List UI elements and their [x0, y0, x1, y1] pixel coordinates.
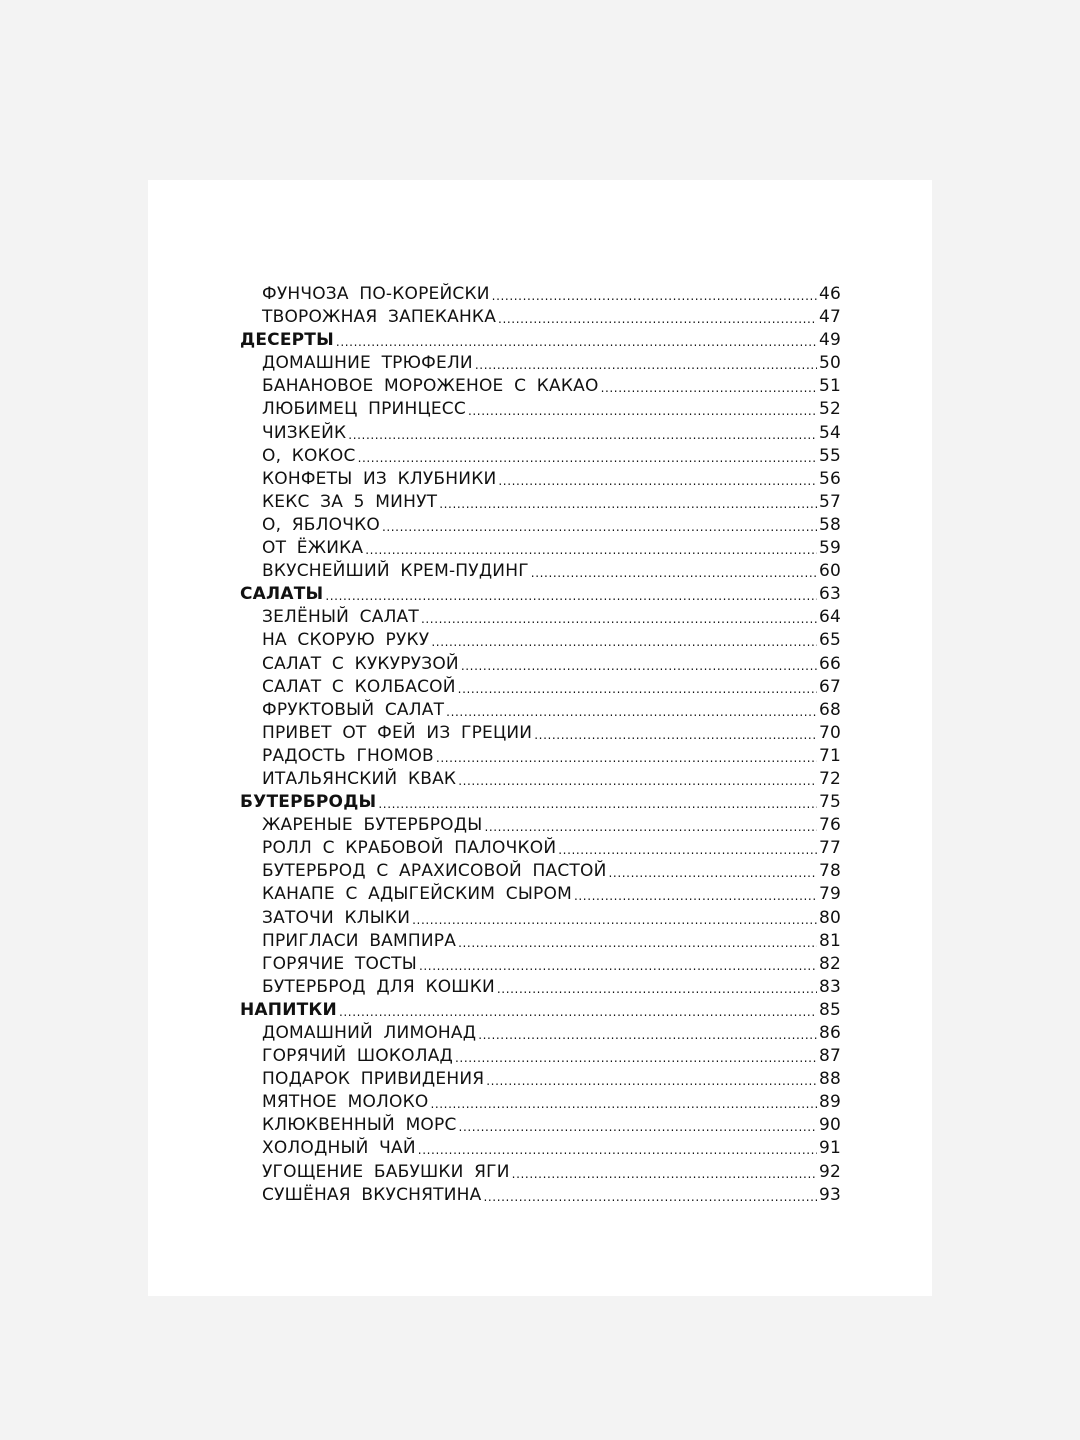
- toc-entry: [240, 722, 841, 745]
- dot-leader: [484, 815, 817, 839]
- dot-leader: [418, 1138, 817, 1162]
- toc-title: МЯТНОЕ МОЛОКО: [262, 1092, 429, 1113]
- toc-entry: [240, 491, 841, 514]
- toc-title: БАНАНОВОЕ МОРОЖЕНОЕ С КАКАО: [262, 376, 599, 397]
- toc-page-number: 75: [818, 792, 841, 813]
- toc-entry: [240, 306, 841, 329]
- dot-leader: [430, 1092, 817, 1116]
- dot-leader: [498, 307, 817, 331]
- toc-title: НА СКОРУЮ РУКУ: [262, 630, 430, 651]
- toc-title: ХОЛОДНЫЙ ЧАЙ: [262, 1138, 416, 1159]
- toc-title: ФУНЧОЗА ПО-КОРЕЙСКИ: [262, 284, 490, 304]
- toc-title: ПРИВЕТ ОТ ФЕЙ ИЗ ГРЕЦИИ: [262, 722, 533, 743]
- toc-title: БУТЕРБРОД ДЛЯ КОШКИ: [262, 976, 495, 997]
- toc-title: УГОЩЕНИЕ БАБУШКИ ЯГИ: [262, 1161, 510, 1182]
- toc-page-number: 59: [818, 538, 841, 559]
- toc-page-number: 76: [818, 815, 841, 836]
- dot-leader: [431, 630, 817, 654]
- toc-title: ЖАРЕНЫЕ БУТЕРБРОДЫ: [262, 815, 483, 836]
- toc-entry: [240, 1068, 841, 1091]
- toc-page-number: 65: [818, 630, 841, 651]
- table-of-contents: [240, 283, 841, 1207]
- dot-leader: [348, 423, 817, 447]
- toc-page-number: 72: [818, 768, 841, 789]
- toc-entry: [240, 1114, 841, 1137]
- toc-entry: [240, 560, 841, 583]
- toc-title: КЛЮКВЕННЫЙ МОРС: [262, 1115, 457, 1136]
- dot-leader: [336, 330, 817, 354]
- dot-leader: [446, 700, 817, 724]
- dot-leader: [461, 654, 817, 678]
- toc-page-number: 60: [818, 561, 841, 582]
- dot-leader: [365, 538, 817, 562]
- toc-page-number: 66: [818, 653, 841, 674]
- toc-title: ПРИГЛАСИ ВАМПИРА: [262, 930, 457, 951]
- dot-leader: [512, 1162, 817, 1186]
- toc-page-number: 49: [818, 330, 841, 351]
- toc-page-number: 52: [818, 399, 841, 420]
- toc-title: САЛАТ С КОЛБАСОЙ: [262, 676, 456, 697]
- toc-title: ГОРЯЧИЕ ТОСТЫ: [262, 953, 417, 974]
- toc-entry: [240, 768, 841, 791]
- dot-leader: [498, 469, 817, 493]
- toc-title: ФРУКТОВЫЙ САЛАТ: [262, 699, 445, 720]
- toc-page-number: 64: [818, 607, 841, 628]
- toc-entry: [240, 976, 841, 999]
- toc-title: О, ЯБЛОЧКО: [262, 514, 380, 535]
- toc-title: ЧИЗКЕЙК: [262, 422, 347, 443]
- toc-title: РАДОСТЬ ГНОМОВ: [262, 745, 434, 766]
- dot-leader: [497, 977, 817, 1001]
- dot-leader: [339, 1000, 817, 1024]
- toc-title: ЗАТОЧИ КЛЫКИ: [262, 907, 411, 928]
- dot-leader: [436, 746, 817, 770]
- dot-leader: [458, 931, 817, 955]
- toc-page-number: 47: [818, 307, 841, 328]
- toc-page-number: 86: [818, 1023, 841, 1043]
- toc-section: [240, 999, 841, 1022]
- toc-section: [240, 583, 841, 606]
- toc-page-number: 79: [818, 884, 841, 905]
- toc-entry: [240, 1137, 841, 1160]
- toc-page-number: 67: [818, 676, 841, 697]
- toc-entry: [240, 745, 841, 768]
- toc-page-number: 85: [818, 999, 841, 1020]
- toc-entry: [240, 606, 841, 629]
- toc-entry: [240, 352, 841, 375]
- toc-title: ЗЕЛЁНЫЙ САЛАТ: [262, 607, 419, 628]
- toc-entry: [240, 953, 841, 976]
- toc-entry: [240, 1045, 841, 1068]
- toc-title: КЕКС ЗА 5 МИНУТ: [262, 491, 438, 512]
- toc-page-number: 87: [818, 1046, 841, 1067]
- dot-leader: [439, 492, 817, 516]
- toc-entry: [240, 468, 841, 491]
- toc-page-number: 90: [818, 1115, 841, 1136]
- toc-title: ГОРЯЧИЙ ШОКОЛАД: [262, 1046, 454, 1067]
- toc-entry: [240, 1091, 841, 1114]
- toc-page-number: 55: [818, 445, 841, 466]
- toc-title: ИТАЛЬЯНСКИЙ КВАК: [262, 768, 457, 789]
- toc-title: ЛЮБИМЕЦ ПРИНЦЕСС: [262, 399, 466, 420]
- toc-page-number: 83: [818, 976, 841, 997]
- toc-page-number: 81: [818, 930, 841, 951]
- toc-title: ПОДАРОК ПРИВИДЕНИЯ: [262, 1069, 485, 1090]
- dot-leader: [574, 884, 817, 908]
- dot-leader: [459, 1115, 817, 1139]
- toc-entry: [240, 1161, 841, 1184]
- toc-page-number: 70: [818, 722, 841, 743]
- toc-page-number: 50: [818, 353, 841, 374]
- book-page: [148, 180, 932, 1296]
- toc-title: КАНАПЕ С АДЫГЕЙСКИМ СЫРОМ: [262, 884, 572, 905]
- toc-page-number: 92: [818, 1161, 841, 1182]
- toc-title: О, КОКОС: [262, 445, 356, 466]
- dot-leader: [492, 284, 817, 308]
- dot-leader: [468, 399, 817, 423]
- dot-leader: [475, 353, 817, 377]
- toc-page-number: 58: [818, 514, 841, 535]
- toc-title: ОТ ЁЖИКА: [262, 538, 364, 559]
- dot-leader: [483, 1185, 817, 1209]
- toc-title: ТВОРОЖНАЯ ЗАПЕКАНКА: [262, 307, 497, 328]
- toc-section: [240, 329, 841, 352]
- toc-title: РОЛЛ С КРАБОВОЙ ПАЛОЧКОЙ: [262, 838, 557, 859]
- toc-page-number: 89: [818, 1092, 841, 1113]
- toc-entry: [240, 930, 841, 953]
- toc-page-number: 46: [818, 284, 841, 304]
- toc-page-number: 57: [818, 491, 841, 512]
- toc-entry: [240, 514, 841, 537]
- dot-leader: [419, 954, 817, 978]
- toc-title: ДОМАШНИЕ ТРЮФЕЛИ: [262, 353, 473, 374]
- dot-leader: [458, 769, 817, 793]
- toc-entry: [240, 445, 841, 468]
- toc-title: СУШЁНАЯ ВКУСНЯТИНА: [262, 1184, 482, 1205]
- toc-page-number: 51: [818, 376, 841, 397]
- dot-leader: [609, 861, 817, 885]
- toc-page-number: 78: [818, 861, 841, 882]
- toc-page-number: 63: [818, 584, 841, 605]
- toc-title: САЛАТ С КУКУРУЗОЙ: [262, 653, 459, 674]
- dot-leader: [325, 584, 817, 608]
- dot-leader: [478, 1023, 817, 1047]
- dot-leader: [601, 376, 817, 400]
- dot-leader: [558, 838, 817, 862]
- toc-entry: [240, 699, 841, 722]
- toc-section: [240, 791, 841, 814]
- toc-title: НАПИТКИ: [240, 999, 337, 1020]
- toc-title: ДЕСЕРТЫ: [240, 330, 334, 351]
- toc-page-number: 77: [818, 838, 841, 859]
- toc-entry: [240, 883, 841, 906]
- toc-entry: [240, 676, 841, 699]
- toc-entry: [240, 537, 841, 560]
- dot-leader: [534, 723, 817, 747]
- toc-page-number: 91: [818, 1138, 841, 1159]
- dot-leader: [378, 792, 817, 816]
- toc-page-number: 54: [818, 422, 841, 443]
- toc-page-number: 93: [818, 1184, 841, 1205]
- dot-leader: [458, 677, 817, 701]
- toc-entry: [240, 837, 841, 860]
- toc-page-number: 80: [818, 907, 841, 928]
- toc-page-number: 71: [818, 745, 841, 766]
- toc-entry: [240, 653, 841, 676]
- toc-title: ДОМАШНИЙ ЛИМОНАД: [262, 1023, 477, 1043]
- toc-entry: [240, 283, 841, 306]
- toc-entry: [240, 814, 841, 837]
- toc-title: КОНФЕТЫ ИЗ КЛУБНИКИ: [262, 468, 497, 489]
- toc-page-number: 56: [818, 468, 841, 489]
- dot-leader: [382, 515, 817, 539]
- toc-entry: [240, 422, 841, 445]
- dot-leader: [421, 607, 817, 631]
- dot-leader: [486, 1069, 817, 1093]
- toc-page-number: 82: [818, 953, 841, 974]
- toc-title: БУТЕРБРОДЫ: [240, 792, 377, 813]
- toc-page-number: 68: [818, 699, 841, 720]
- toc-entry: [240, 375, 841, 398]
- toc-page-number: 88: [818, 1069, 841, 1090]
- dot-leader: [358, 446, 817, 470]
- dot-leader: [531, 561, 817, 585]
- toc-entry: [240, 1184, 841, 1207]
- toc-title: САЛАТЫ: [240, 584, 324, 605]
- toc-entry: [240, 398, 841, 421]
- toc-entry: [240, 1022, 841, 1045]
- dot-leader: [455, 1046, 817, 1070]
- toc-title: БУТЕРБРОД С АРАХИСОВОЙ ПАСТОЙ: [262, 861, 607, 882]
- dot-leader: [412, 908, 817, 932]
- toc-entry: [240, 860, 841, 883]
- toc-entry: [240, 629, 841, 652]
- toc-entry: [240, 907, 841, 930]
- toc-title: ВКУСНЕЙШИЙ КРЕМ-ПУДИНГ: [262, 561, 529, 582]
